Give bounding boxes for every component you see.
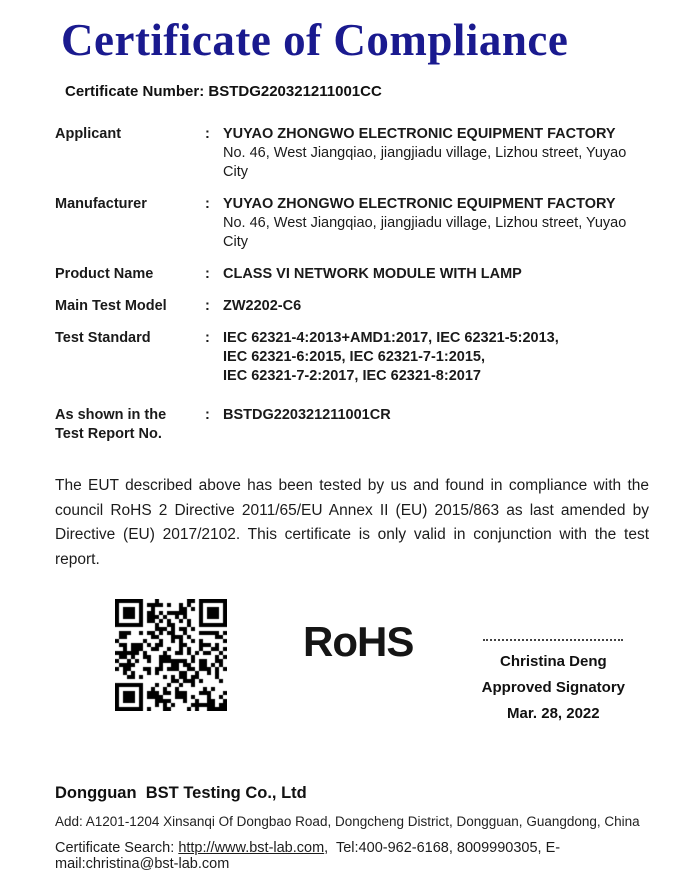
certificate-number: Certificate Number: BSTDG220321211001CC — [65, 83, 382, 100]
applicant-name: YUYAO ZHONGWO ELECTRONIC EQUIPMENT FACTORY — [223, 126, 616, 142]
field-label: Manufacturer — [55, 196, 147, 212]
signature-dotted-line — [483, 639, 623, 641]
field-label: Test Standard — [55, 330, 151, 346]
logo-signature-row — [55, 599, 648, 734]
colon-separator: : — [205, 407, 210, 423]
lab-address: Add: A1201-1204 Xinsanqi Of Dongbao Road, Dongcheng District, Dongguan, Guangdong, China — [55, 814, 640, 829]
certificate-fields — [55, 125, 648, 444]
certificate-search-label: Certificate Search: — [55, 840, 179, 856]
field-row-main-test-model — [55, 297, 648, 316]
lab-website-link[interactable]: http://www.bst-lab.com — [178, 840, 325, 856]
field-row-product-name — [55, 265, 648, 284]
qr-code-icon — [115, 599, 227, 711]
field-value — [223, 329, 648, 386]
signatory-name: Christina Deng — [500, 653, 607, 670]
signature-block — [463, 639, 643, 727]
manufacturer-address: No. 46, West Jiangqiao, jiangjiadu village, Lizhou street, Yuyao City — [223, 215, 627, 250]
field-value — [223, 125, 648, 182]
field-row-manufacturer — [55, 195, 648, 252]
rohs-logo: RoHS — [303, 618, 414, 665]
applicant-address: No. 46, West Jiangqiao, jiangjiadu village, Lizhou street, Yuyao City — [223, 145, 627, 180]
page-title: Certificate of Compliance — [61, 15, 569, 65]
field-value — [223, 195, 648, 252]
field-label: Applicant — [55, 126, 122, 142]
lab-contact-info: , Tel:400-962-6168, 8009990305, E-mail:christina@bst-lab.com — [55, 840, 561, 872]
field-value — [223, 265, 648, 284]
field-row-test-standard — [55, 329, 648, 386]
product-name: CLASS VI NETWORK MODULE WITH LAMP — [223, 266, 522, 282]
signatory-role: Approved Signatory — [481, 679, 626, 696]
main-test-model: ZW2202-C6 — [223, 298, 302, 314]
colon-separator: : — [205, 298, 210, 314]
signature-date: Mar. 28, 2022 — [507, 705, 600, 722]
colon-separator: : — [205, 126, 210, 142]
field-label: Product Name — [55, 266, 154, 282]
manufacturer-name: YUYAO ZHONGWO ELECTRONIC EQUIPMENT FACTORY — [223, 196, 616, 212]
test-report-number: BSTDG220321211001CR — [223, 407, 391, 423]
colon-separator: : — [205, 330, 210, 346]
footer — [55, 784, 648, 872]
colon-separator: : — [205, 266, 210, 282]
compliance-statement: The EUT described above has been tested by us and found in compliance with the council RoHS 2 Directive 2011/65/EU Annex II (EU) 2015/863 as last amended by Directive (EU) 2017/2102. This certificate is only valid in conjunction with the test report. — [55, 477, 649, 568]
certificate-search-line — [55, 840, 648, 872]
field-label: Main Test Model — [55, 298, 167, 314]
field-label: As shown in the Test Report No. — [55, 407, 167, 442]
colon-separator: : — [205, 196, 210, 212]
test-standard-line: IEC 62321-4:2013+AMD1:2017, IEC 62321-5:2013, — [223, 330, 559, 346]
test-standard-line: IEC 62321-7-2:2017, IEC 62321-8:2017 — [223, 368, 481, 384]
field-value — [223, 297, 648, 316]
field-row-test-report-no — [55, 406, 648, 444]
lab-company-name: Dongguan BST Testing Co., Ltd — [55, 784, 307, 802]
field-value — [223, 406, 648, 425]
test-standard-line: IEC 62321-6:2015, IEC 62321-7-1:2015, — [223, 349, 485, 365]
field-row-applicant — [55, 125, 648, 182]
